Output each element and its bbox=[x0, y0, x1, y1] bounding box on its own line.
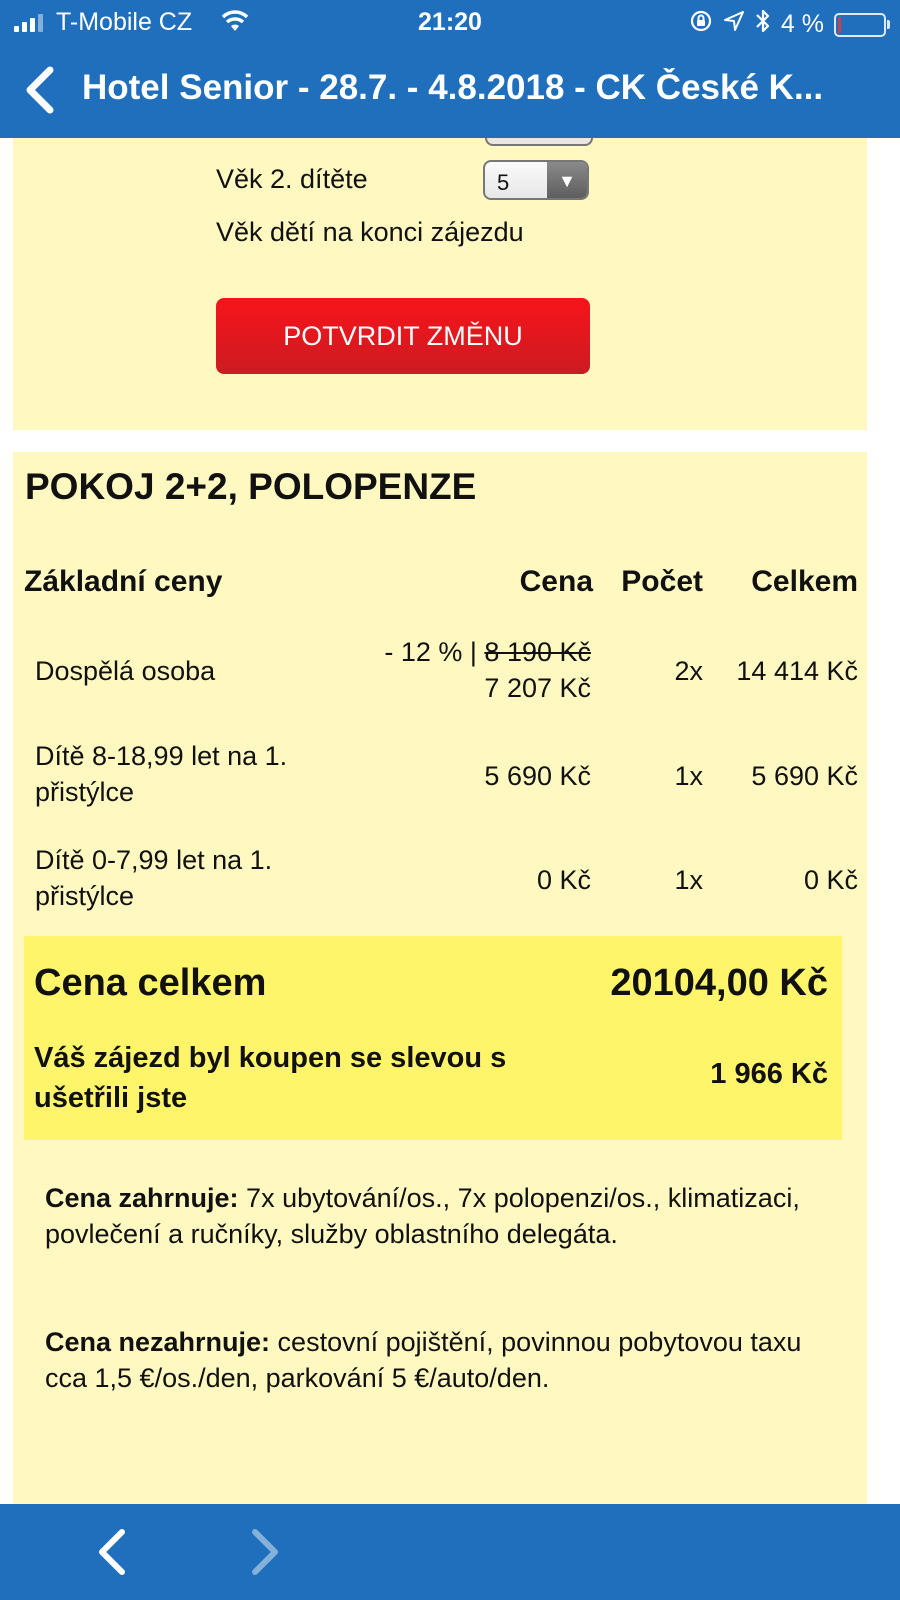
room-price-panel bbox=[13, 452, 867, 1504]
confirm-change-button[interactable]: POTVRDIT ZMĚNU bbox=[216, 298, 590, 374]
price-summary bbox=[24, 936, 842, 1140]
row-name: Dítě 8-18,99 let na 1. přistýlce bbox=[35, 741, 288, 807]
age-form-panel bbox=[13, 138, 867, 430]
discount-value: 1 966 Kč bbox=[710, 1058, 828, 1090]
navigation-bar bbox=[0, 52, 900, 132]
col-header-price: Cena bbox=[519, 565, 593, 598]
battery-icon bbox=[834, 13, 886, 37]
bottom-toolbar bbox=[0, 1504, 900, 1600]
browser-forward-icon[interactable] bbox=[245, 1524, 285, 1585]
row-count: 2x bbox=[674, 656, 703, 686]
includes-text: 7x ubytování/os., 7x polopenzi/os., klimatizaci, povlečení a ručníky, služby oblastního delegáta. bbox=[45, 1183, 800, 1249]
row-name: Dospělá osoba bbox=[35, 656, 216, 686]
col-header-count: Počet bbox=[621, 565, 703, 598]
row-total: 5 690 Kč bbox=[751, 761, 858, 791]
previous-age-select-edge bbox=[485, 138, 593, 146]
old-price: 8 190 Kč bbox=[484, 637, 591, 667]
browser-back-icon[interactable] bbox=[92, 1524, 132, 1585]
bluetooth-icon bbox=[755, 8, 771, 41]
carrier-name: T-Mobile CZ bbox=[56, 8, 193, 36]
excludes-text: cestovní pojištění, povinnou pobytovou taxu cca 1,5 €/os./den, parkování 5 €/auto/den. bbox=[45, 1327, 802, 1393]
row-total: 14 414 Kč bbox=[736, 656, 858, 686]
status-bar bbox=[0, 0, 900, 46]
excludes-label: Cena nezahrnuje: bbox=[45, 1327, 271, 1357]
rotation-lock-icon bbox=[689, 9, 713, 40]
col-header-total: Celkem bbox=[751, 565, 858, 598]
col-header-basic-prices: Základní ceny bbox=[24, 565, 223, 598]
includes-label: Cena zahrnuje: bbox=[45, 1183, 239, 1213]
price-includes bbox=[45, 1180, 835, 1252]
clock: 21:20 bbox=[418, 8, 482, 36]
row-count: 1x bbox=[674, 865, 703, 895]
back-chevron-icon[interactable] bbox=[22, 64, 58, 121]
page-title: Hotel Senior - 28.7. - 4.8.2018 - CK České K... bbox=[82, 68, 824, 107]
child2-age-value: 5 bbox=[497, 170, 510, 195]
row-price: 0 Kč bbox=[536, 865, 591, 895]
row-price: 7 207 Kč bbox=[484, 673, 591, 703]
row-price-discount: - 12 % | 8 190 Kč bbox=[384, 637, 591, 667]
row-price: 5 690 Kč bbox=[484, 761, 591, 791]
room-title: POKOJ 2+2, POLOPENZE bbox=[25, 466, 477, 507]
total-label: Cena celkem bbox=[34, 962, 267, 1004]
row-count: 1x bbox=[674, 761, 703, 791]
price-excludes bbox=[45, 1324, 835, 1396]
child2-age-label: Věk 2. dítěte bbox=[216, 164, 368, 194]
child2-age-select[interactable] bbox=[483, 160, 589, 200]
top-bar bbox=[0, 0, 900, 138]
row-name: Dítě 0-7,99 let na 1. přistýlce bbox=[35, 845, 273, 911]
battery-percent: 4 % bbox=[780, 10, 824, 38]
location-icon bbox=[723, 10, 745, 39]
row-total: 0 Kč bbox=[803, 865, 858, 895]
children-age-note: Věk dětí na konci zájezdu bbox=[216, 217, 524, 247]
total-value: 20104,00 Kč bbox=[610, 962, 828, 1004]
discount-label: Váš zájezd byl koupen se slevou s ušetřili jste bbox=[34, 1042, 507, 1114]
status-right bbox=[689, 8, 886, 41]
dropdown-arrow-icon: ▼ bbox=[547, 162, 587, 198]
